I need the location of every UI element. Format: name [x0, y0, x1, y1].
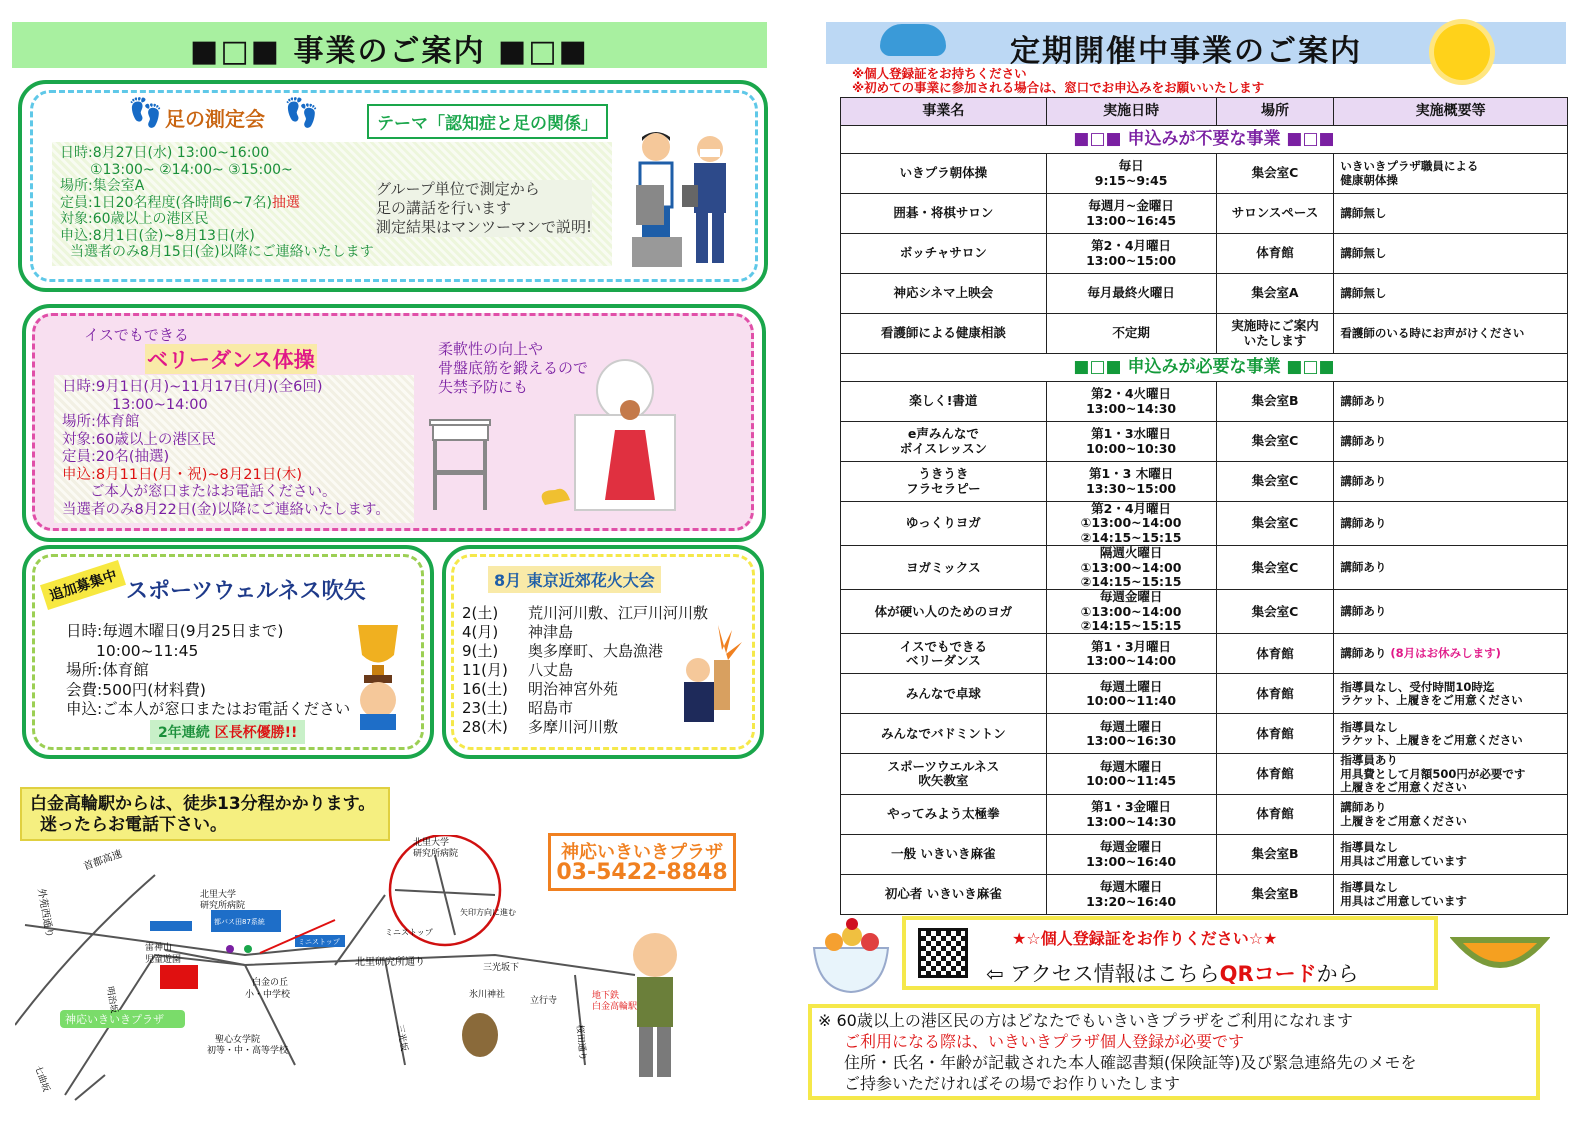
- belly-line-call: ご本人が窓口またはお電話ください。: [90, 484, 337, 500]
- svg-text:雷神山: 雷神山: [145, 943, 173, 953]
- plaza-name: 神応いきいきプラザ: [561, 842, 723, 863]
- melon-illustration: [1450, 930, 1550, 990]
- foot-note: [376, 180, 592, 237]
- cell-name: 体が硬い人のためのヨガ: [841, 590, 1047, 634]
- fruit-bowl-illustration: [808, 912, 894, 998]
- bottom-line-1: ※ 60歳以上の港区民の方はどなたでもいきいきプラザをご利用になれます: [818, 1011, 1353, 1030]
- cell-overview: 講師無し: [1334, 274, 1568, 314]
- cell-overview: 講師あり: [1334, 462, 1568, 502]
- sports-line-place: 場所:体育館: [66, 661, 149, 679]
- cell-datetime: 第2・4月曜日 ①13:00~14:00 ②14:15~15:15: [1046, 502, 1216, 546]
- col-header-overview: 実施概要等: [1334, 98, 1568, 126]
- table-row: [841, 502, 1568, 546]
- fireworks-title: 8月 東京近郊花火大会: [488, 566, 661, 593]
- cell-name: 一般 いきいき麻雀: [841, 835, 1047, 875]
- foot-capacity-text: 定員:1日20名程度(各時間6~7名): [60, 194, 272, 211]
- cell-datetime: 毎週木曜日 10:00~11:45: [1046, 754, 1216, 795]
- fireworks-place: 奥多摩町、大島漁港: [528, 642, 664, 660]
- cell-name: 神応シネマ上映会: [841, 274, 1047, 314]
- table-row: [841, 875, 1568, 915]
- right-header-title: 定期開催中事業のご案内: [1010, 34, 1362, 69]
- table-row: [841, 590, 1568, 634]
- table-row: [841, 674, 1568, 714]
- svg-text:矢印方向に進む: 矢印方向に進む: [460, 908, 516, 917]
- cell-place: 集会室B: [1216, 382, 1334, 422]
- cell-datetime: 毎週土曜日 10:00~11:40: [1046, 674, 1216, 714]
- svg-text:首都高速: 首都高速: [82, 848, 124, 873]
- foot-note-2: 足の講話を行います: [376, 199, 512, 217]
- cell-place: 集会室A: [1216, 274, 1334, 314]
- cell-datetime: 第1・3月曜日 13:00~14:00: [1046, 634, 1216, 674]
- foot-measure-illustration: [618, 125, 738, 275]
- cell-datetime: 毎日 9:15~9:45: [1046, 154, 1216, 194]
- fireworks-date: 9(土): [462, 642, 499, 660]
- cell-place: 実施時にご案内 いたします: [1216, 314, 1334, 354]
- svg-text:研究所病院: 研究所病院: [200, 901, 246, 911]
- table-row: [841, 314, 1568, 354]
- belly-line-notice: 当選者のみ8月22日(金)以降にご連絡いたします。: [62, 501, 390, 518]
- fireworks-date: 28(木): [462, 718, 508, 736]
- register-access-text: ⇦ アクセス情報はこちら: [986, 962, 1220, 986]
- svg-text:北里大学: 北里大学: [200, 890, 237, 900]
- belly-sub: イスでもできる: [84, 326, 189, 344]
- foot-note-3: 測定結果はマンツーマンで説明!: [376, 218, 593, 236]
- svg-text:ミニストップ: ミニストップ: [298, 938, 340, 946]
- svg-text:七曲坂: 七曲坂: [32, 1064, 51, 1094]
- cell-overview: 講師あり: [1334, 546, 1568, 590]
- cell-name: スポーツウエルネス 吹矢教室: [841, 754, 1047, 795]
- svg-text:三光坂: 三光坂: [394, 1023, 409, 1053]
- cell-name: 囲碁・将棋サロン: [841, 194, 1047, 234]
- cell-name: うきうき フラセラピー: [841, 462, 1047, 502]
- cell-datetime: 不定期: [1046, 314, 1216, 354]
- left-header-title: ■□■ 事業のご案内 ■□■: [190, 34, 589, 69]
- cell-datetime: 第1・3水曜日 10:00~10:30: [1046, 422, 1216, 462]
- cell-overview: 講師あり: [1334, 382, 1568, 422]
- register-qr-label: QRコード: [1219, 962, 1317, 986]
- cell-name: イスでもできる ベリーダンス: [841, 634, 1047, 674]
- belly-note-3: 失禁予防にも: [438, 378, 529, 396]
- belly-line-target: 対象:60歳以上の港区民: [62, 431, 216, 448]
- svg-text:北里研究所通り: 北里研究所通り: [355, 957, 425, 968]
- cell-overview: 講師あり (8月はお休みします): [1334, 634, 1568, 674]
- sports-win-prefix: 2年連続: [158, 725, 210, 741]
- sports-win-text: 区長杯優勝!!: [214, 725, 298, 741]
- belly-line-capacity: 定員:20名(抽選): [62, 449, 170, 465]
- sports-win: [150, 720, 305, 744]
- foot-line-place: 場所:集会室A: [60, 178, 145, 194]
- foot-icon-left: 👣: [128, 96, 163, 129]
- foot-line-apply: 申込:8月1日(金)~8月13日(水): [60, 227, 255, 244]
- belly-line-time: 13:00~14:00: [112, 396, 208, 413]
- cell-name: 初心者 いきいき麻雀: [841, 875, 1047, 915]
- cell-overview: 指導員なし ラケット、上履きをご用意ください: [1334, 714, 1568, 754]
- cell-name: ヨガミックス: [841, 546, 1047, 590]
- fireworks-place: 八丈島: [528, 661, 574, 679]
- cell-name: 看護師による健康相談: [841, 314, 1047, 354]
- cell-datetime: 毎週月~金曜日 13:00~16:45: [1046, 194, 1216, 234]
- belly-details: [62, 379, 390, 519]
- table-row: [841, 154, 1568, 194]
- foot-theme: テーマ「認知症と足の関係」: [367, 104, 608, 139]
- svg-text:白金高輪駅: 白金高輪駅: [592, 1002, 638, 1012]
- table-header-row: [841, 98, 1568, 126]
- cell-place: 集会室C: [1216, 422, 1334, 462]
- cell-place: 集会室C: [1216, 154, 1334, 194]
- belly-line-apply: 申込:8月11日(月・祝)~8月21日(木): [62, 466, 303, 483]
- belly-note-2: 骨盤底筋を鍛えるので: [438, 359, 589, 377]
- table-row: [841, 382, 1568, 422]
- svg-text:神応いきいきプラザ: 神応いきいきプラザ: [65, 1013, 164, 1026]
- belly-title: ベリーダンス体操: [145, 344, 317, 374]
- fireworks-illustration: [670, 620, 750, 740]
- table-row: [841, 422, 1568, 462]
- access-line-2: 迷ったらお電話下さい。: [40, 815, 227, 835]
- svg-text:白金の丘: 白金の丘: [252, 978, 289, 988]
- cell-datetime: 毎週土曜日 13:00~16:30: [1046, 714, 1216, 754]
- section-title: ■□■ 申込みが必要な事業 ■□■: [841, 354, 1568, 382]
- section-title: ■□■ 申込みが不要な事業 ■□■: [841, 126, 1568, 154]
- col-header-datetime: 実施日時: [1046, 98, 1216, 126]
- foot-line-notice: 当選者のみ8月15日(金)以降にご連絡いたします: [70, 244, 374, 260]
- plaza-phone: 03-5422-8848: [556, 860, 728, 885]
- access-line-1: 白金高輪駅からは、徒歩13分程かかります。: [30, 794, 376, 814]
- svg-text:桜田通り: 桜田通り: [574, 1024, 588, 1062]
- sports-line-fee: 会費:500円(材料費): [66, 680, 206, 699]
- cell-datetime: 第2・4月曜日 13:00~15:00: [1046, 234, 1216, 274]
- table-row: [841, 194, 1568, 234]
- svg-text:児童遊園: 児童遊園: [145, 955, 182, 965]
- fireworks-place: 多摩川河川敷: [528, 718, 619, 736]
- section-header-row: [841, 354, 1568, 382]
- cell-overview: 講師あり: [1334, 422, 1568, 462]
- table-row: [841, 754, 1568, 795]
- table-row: [841, 234, 1568, 274]
- register-access: [986, 958, 1359, 988]
- cell-place: 体育館: [1216, 795, 1334, 835]
- cell-overview: 指導員なし 用具はご用意しています: [1334, 875, 1568, 915]
- table-row: [841, 835, 1568, 875]
- cell-overview: 指導員なし、受付時間10時迄 ラケット、上履きをご用意ください: [1334, 674, 1568, 714]
- cell-datetime: 第1・3金曜日 13:00~14:30: [1046, 795, 1216, 835]
- qr-code: [918, 928, 968, 978]
- foot-note-1: グループ単位で測定から: [376, 180, 540, 198]
- cell-datetime: 隔週火曜日 ①13:00~14:00 ②14:15~15:15: [1046, 546, 1216, 590]
- cell-place: 体育館: [1216, 714, 1334, 754]
- svg-text:立行寺: 立行寺: [530, 996, 558, 1006]
- cell-datetime: 第1・3 木曜日 13:30~15:00: [1046, 462, 1216, 502]
- table-row: [841, 546, 1568, 590]
- access-map: [15, 835, 705, 1120]
- foot-title: 足の測定会: [165, 107, 265, 131]
- svg-text:三光坂下: 三光坂下: [483, 963, 520, 973]
- trophy-illustration: [338, 620, 418, 730]
- cell-place: 集会室B: [1216, 875, 1334, 915]
- svg-text:地下鉄: 地下鉄: [592, 991, 620, 1001]
- svg-text:研究所病院: 研究所病院: [413, 849, 459, 859]
- sports-line-apply: 申込:ご本人が窓口またはお電話ください: [66, 700, 351, 718]
- table-row: [841, 795, 1568, 835]
- cell-overview: いきいきプラザ職員による 健康朝体操: [1334, 154, 1568, 194]
- fireworks-date: 16(土): [462, 680, 508, 698]
- foot-line-target: 対象:60歳以上の港区民: [60, 211, 209, 227]
- svg-text:北里大学: 北里大学: [413, 838, 450, 848]
- cell-datetime: 第2・4火曜日 13:00~14:30: [1046, 382, 1216, 422]
- cell-place: 体育館: [1216, 674, 1334, 714]
- register-title: ★☆個人登録証をお作りください☆★: [1012, 929, 1278, 948]
- cell-overview: 講師あり 上履きをご用意ください: [1334, 795, 1568, 835]
- cell-place: 集会室B: [1216, 835, 1334, 875]
- bottom-line-4: ご持参いただければその場でお作りいたします: [844, 1074, 1181, 1093]
- svg-text:明治坂: 明治坂: [104, 985, 119, 1015]
- cell-overview: 看護師のいる時にお声がけください: [1334, 314, 1568, 354]
- fireworks-place: 明治神宮外苑: [528, 680, 619, 698]
- fireworks-date: 23(土): [462, 699, 508, 717]
- cell-overview: 講師無し: [1334, 234, 1568, 274]
- cell-overview: 講師無し: [1334, 194, 1568, 234]
- bottom-line-3: 住所・氏名・年齢が記載された本人確認書類(保険証等)及び緊急連絡先のメモを: [844, 1053, 1417, 1072]
- foot-line-slots: ①13:00~ ②14:00~ ③15:00~: [90, 161, 293, 178]
- notice-1: ※個人登録証をお持ちください: [852, 66, 1027, 81]
- cell-place: 体育館: [1216, 634, 1334, 674]
- belly-line-date: 日時:9月1日(月)~11月17日(月)(全6回): [62, 379, 323, 395]
- svg-text:ミニストップ: ミニストップ: [385, 928, 433, 937]
- sports-details: [66, 622, 350, 720]
- cell-datetime: 毎週金曜日 13:00~16:40: [1046, 835, 1216, 875]
- table-row: [841, 714, 1568, 754]
- fireworks-place: 荒川河川敷、江戸川河川敷: [528, 604, 709, 622]
- foot-line-date: 日時:8月27日(水) 13:00~16:00: [60, 145, 270, 161]
- fireworks-place: 昭島市: [528, 699, 574, 717]
- cell-overview: 講師あり: [1334, 590, 1568, 634]
- cell-name: みんなでバドミントン: [841, 714, 1047, 754]
- section-header-row: [841, 126, 1568, 154]
- svg-text:小・中学校: 小・中学校: [245, 990, 291, 1000]
- cell-place: 集会室C: [1216, 590, 1334, 634]
- bottom-line-2: ご利用になる際は、いきいきプラザ個人登録が必要です: [844, 1032, 1245, 1051]
- cell-name: みんなで卓球: [841, 674, 1047, 714]
- cell-name: やってみよう太極拳: [841, 795, 1047, 835]
- cell-name: e声みんなで ボイスレッスン: [841, 422, 1047, 462]
- cell-place: 集会室C: [1216, 502, 1334, 546]
- register-suffix: から: [1316, 962, 1359, 986]
- foot-details: [60, 145, 374, 261]
- cell-place: 集会室C: [1216, 462, 1334, 502]
- fireworks-date: 2(土): [462, 604, 499, 622]
- cell-name: いきプラ朝体操: [841, 154, 1047, 194]
- sports-line-date: 日時:毎週木曜日(9月25日まで): [66, 622, 284, 640]
- cell-place: サロンスペース: [1216, 194, 1334, 234]
- bottom-info: [818, 1010, 1417, 1094]
- schedule-table: [840, 97, 1568, 915]
- cell-place: 体育館: [1216, 234, 1334, 274]
- svg-text:都バス田87系統: 都バス田87系統: [214, 918, 265, 926]
- belly-note-1: 柔軟性の向上や: [438, 340, 544, 358]
- col-header-place: 場所: [1216, 98, 1334, 126]
- fireworks-date: 11(月): [462, 661, 508, 679]
- sports-badge: 追加募集中: [40, 560, 126, 610]
- cell-overview: 指導員あり 用具費として月額500円が必要です 上履きをご用意ください: [1334, 754, 1568, 795]
- belly-illustration: [425, 350, 715, 520]
- sports-line-time: 10:00~11:45: [96, 641, 199, 660]
- fireworks-place: 神津島: [528, 623, 574, 641]
- svg-text:外苑西通り: 外苑西通り: [35, 887, 55, 939]
- belly-line-place: 場所:体育館: [62, 414, 140, 430]
- foot-line-capacity: [60, 195, 374, 212]
- cell-datetime: 毎月最終火曜日: [1046, 274, 1216, 314]
- sports-title: スポーツウェルネス吹矢: [126, 579, 366, 604]
- cell-overview: 指導員なし 用具はご用意しています: [1334, 835, 1568, 875]
- access-text: [30, 794, 375, 836]
- table-row: [841, 634, 1568, 674]
- fireworks-date: 4(月): [462, 623, 499, 641]
- foot-lottery: 抽選: [271, 194, 300, 211]
- sun-mascot: [1434, 24, 1490, 80]
- svg-text:聖心女学院: 聖心女学院: [215, 1035, 261, 1045]
- cell-name: 楽しく!書道: [841, 382, 1047, 422]
- cell-name: ゆっくりヨガ: [841, 502, 1047, 546]
- cell-datetime: 毎週木曜日 13:20~16:40: [1046, 875, 1216, 915]
- svg-text:氷川神社: 氷川神社: [469, 990, 506, 1000]
- cell-overview: 講師あり: [1334, 502, 1568, 546]
- cell-place: 体育館: [1216, 754, 1334, 795]
- svg-text:初等・中・高等学校: 初等・中・高等学校: [207, 1046, 289, 1056]
- col-header-name: 事業名: [841, 98, 1047, 126]
- cell-name: ボッチャサロン: [841, 234, 1047, 274]
- table-row: [841, 462, 1568, 502]
- notice-2: ※初めての事業に参加される場合は、窓口でお申込みをお願いいたします: [852, 80, 1265, 95]
- cell-datetime: 毎週金曜日 ①13:00~14:00 ②14:15~15:15: [1046, 590, 1216, 634]
- foot-icon-right: 👣: [284, 96, 319, 129]
- belly-closed-note: (8月はお休みします): [1386, 646, 1501, 661]
- table-row: [841, 274, 1568, 314]
- cell-place: 集会室C: [1216, 546, 1334, 590]
